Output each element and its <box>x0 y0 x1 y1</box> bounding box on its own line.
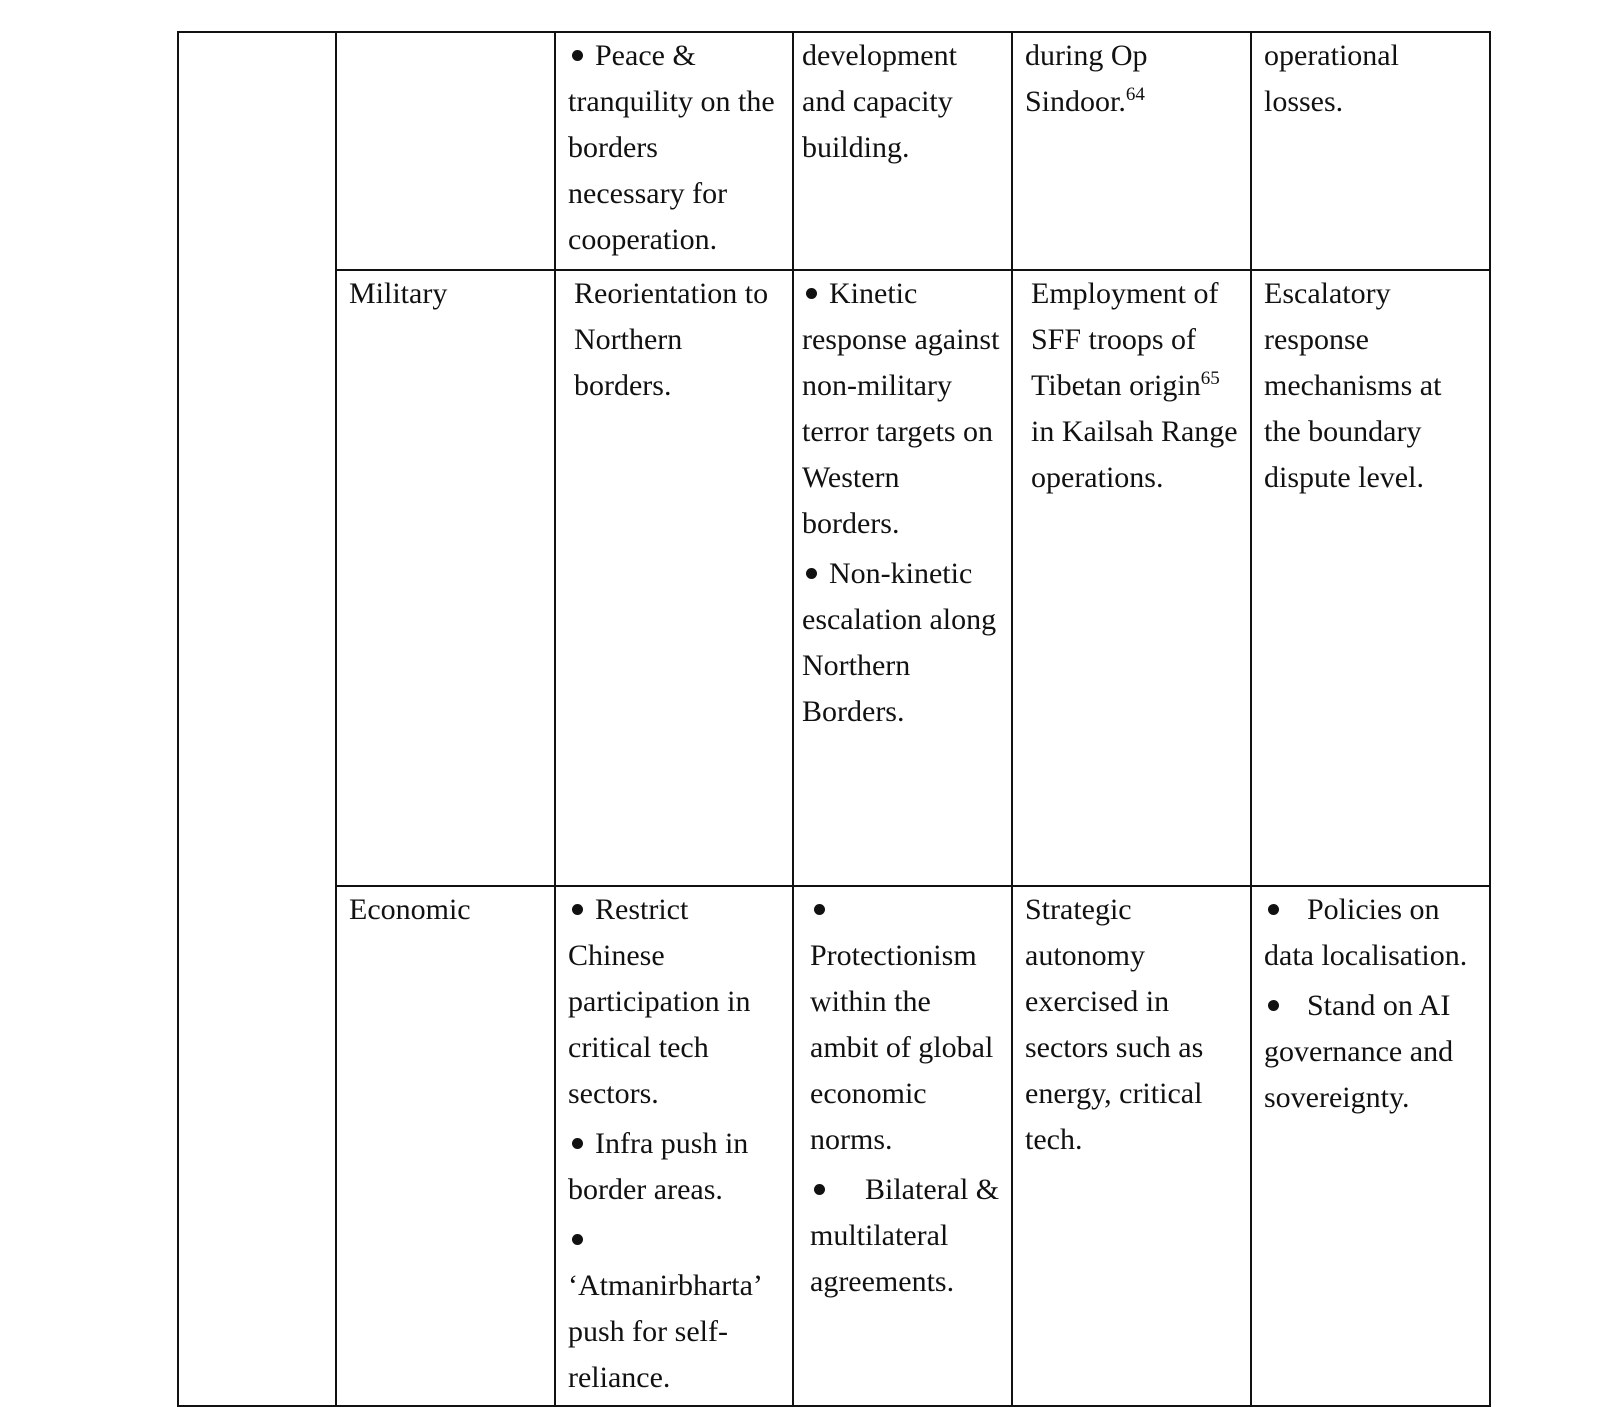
bullet-item: Peace & tranquility on the borders necessary for cooperation. <box>568 39 775 256</box>
example-cell <box>1012 32 1251 270</box>
footnote-ref: 65 <box>1200 368 1220 389</box>
bullet-item: Kinetic response against non-military terror targets on Western borders. <box>802 277 1000 540</box>
domain-cell <box>336 886 555 1406</box>
objective-bullet-list <box>568 33 782 263</box>
bullet-icon <box>1268 1000 1279 1011</box>
response-text: development and capacity building. <box>802 39 957 164</box>
bullet-item: ‘Atmanirbharta’ push for self-reliance. <box>568 1217 782 1401</box>
response-cell <box>793 886 1012 1406</box>
bullet-icon <box>572 1138 583 1149</box>
gap-cell <box>1251 886 1490 1406</box>
bullet-icon <box>814 904 825 915</box>
bullet-item: Bilateral & multilateral agreements. <box>810 1173 1000 1298</box>
bullet-item: Restrict Chinese participation in critical tech sectors. <box>568 893 751 1110</box>
strategy-table <box>177 31 1491 1407</box>
domain-label: Economic <box>349 893 471 926</box>
gap-cell <box>1251 32 1490 270</box>
domain-cell-blank <box>336 32 555 270</box>
example-cell <box>1012 270 1251 886</box>
category-cell-blank <box>178 32 336 1406</box>
response-bullet-list <box>802 271 1001 735</box>
bullet-icon <box>1268 904 1279 915</box>
bullet-item: Infra push in border areas. <box>568 1127 749 1206</box>
footnote-ref: 64 <box>1125 84 1145 105</box>
table-row-economic <box>178 886 1490 1406</box>
bullet-icon <box>572 1234 583 1245</box>
bullet-icon <box>572 904 583 915</box>
bullet-icon <box>572 50 583 61</box>
response-bullet-list <box>810 887 1001 1305</box>
gap-text: operational losses. <box>1264 39 1399 118</box>
bullet-item: Stand on AI governance and sovereignty. <box>1264 989 1454 1114</box>
strategy-table-wrapper <box>177 31 1489 1394</box>
objective-text: Reorientation to Northern borders. <box>574 277 769 402</box>
gap-cell <box>1251 270 1490 886</box>
example-text: Strategic autonomy exercised in sectors such as energy, critical tech. <box>1025 893 1204 1156</box>
example-cell <box>1012 886 1251 1406</box>
gap-text: Escalatory response mechanisms at the boundary dispute level. <box>1264 277 1442 494</box>
domain-cell <box>336 270 555 886</box>
example-text: Employment of SFF troops of Tibetan origin$^{65}$ in Kailsah Range operations. <box>1031 277 1238 494</box>
objective-cell <box>555 886 793 1406</box>
response-cell <box>793 32 1012 270</box>
bullet-icon <box>806 568 817 579</box>
objective-cell <box>555 270 793 886</box>
bullet-icon <box>806 288 817 299</box>
bullet-icon <box>814 1184 825 1195</box>
example-text: during Op Sindoor.$^{64}$ <box>1025 39 1148 118</box>
response-cell <box>793 270 1012 886</box>
domain-label: Military <box>349 277 448 310</box>
table-row-continuation <box>178 32 1490 270</box>
objective-cell <box>555 32 793 270</box>
bullet-item: Policies on data localisation. <box>1264 893 1468 972</box>
bullet-item: Non-kinetic escalation along Northern Borders. <box>802 557 997 728</box>
objective-bullet-list <box>568 887 782 1401</box>
table-row-military <box>178 270 1490 886</box>
gap-bullet-list <box>1264 887 1479 1121</box>
bullet-item: Protectionism within the ambit of global economic norms. <box>810 887 1001 1163</box>
